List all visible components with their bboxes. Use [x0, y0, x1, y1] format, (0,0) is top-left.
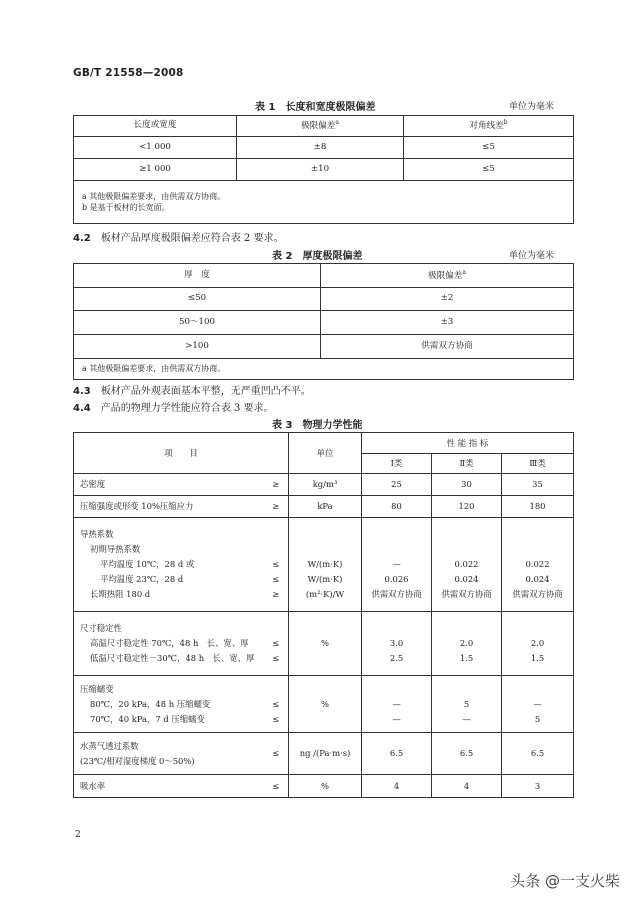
table-cell: <1 000 — [74, 137, 237, 159]
row-unit: % — [289, 676, 362, 733]
table-cell: — — — [362, 676, 432, 733]
table-row — [74, 137, 574, 159]
row-label-thermal-conductivity: 导热系数 初期导热系数 平均温度 10℃，28 d 或 平均温度 23℃，28 d 长期热阻 180 d — [74, 518, 264, 612]
table-cell: 25 — [362, 474, 432, 496]
row-label-compressive-strength: 压缩强度或形变 10%压缩应力 — [74, 496, 264, 518]
paragraph-4-3: 4.3 板材产品外观表面基本平整，无严重凹凸不平。 — [73, 386, 311, 397]
paragraph-4-4: 4.4 产品的物理力学性能应符合表 3 要求。 — [73, 403, 274, 414]
row-label-water-vapour-permeability: 水蒸气透过系数 (23℃/相对湿度梯度 0～50%) — [74, 733, 264, 775]
table-cell: 0.022 0.024 供需双方协商 — [502, 518, 574, 612]
table-row — [74, 733, 574, 775]
table-row — [74, 518, 574, 612]
row-unit: W/(m·K) W/(m·K) (m²·K)/W — [289, 518, 362, 612]
table2-header-deviation: 极限偏差$^a$ — [321, 264, 574, 288]
table1 — [73, 115, 574, 224]
table3-caption: 表 3 物理力学性能 — [272, 420, 363, 431]
table-cell: 120 — [432, 496, 502, 518]
table-cell: ≤5 — [404, 137, 574, 159]
table-cell: ≥1 000 — [74, 159, 237, 181]
row-symbol: ≥ — [264, 474, 289, 496]
table1-header-diagonal: 对角线差$^b$ — [404, 116, 574, 137]
table1-footnote-a: a 其他极限偏差要求，由供需双方协商。 — [82, 191, 226, 201]
table-cell: 180 — [502, 496, 574, 518]
table-cell: ±2 — [321, 288, 574, 311]
table-cell: 35 — [502, 474, 574, 496]
table1-header-deviation: 极限偏差$^a$ — [237, 116, 404, 137]
table-cell: 6.5 — [362, 733, 432, 775]
table-cell: >100 — [74, 335, 321, 359]
row-label-water-absorption: 吸水率 — [74, 775, 264, 798]
table-cell: 50～100 — [74, 311, 321, 335]
paragraph-4-2: 4.2 板材产品厚度极限偏差应符合表 2 要求。 — [73, 233, 284, 244]
table-cell: 80 — [362, 496, 432, 518]
row-label-core-density: 芯密度 — [74, 474, 264, 496]
table3-header-class3: Ⅲ类 — [502, 454, 574, 474]
watermark: 头条 @一支火柴 — [510, 872, 620, 890]
table-cell: ±3 — [321, 311, 574, 335]
table-row — [74, 496, 574, 518]
table2-unit: 单位为毫米 — [509, 251, 555, 261]
table-cell: — 0.026 供需双方协商 — [362, 518, 432, 612]
table-cell: 30 — [432, 474, 502, 496]
table-row — [74, 775, 574, 798]
page-number: 2 — [75, 830, 81, 840]
table3-header-performance: 性 能 指 标 — [362, 433, 574, 454]
table-cell: 3.0 2.5 — [362, 612, 432, 676]
table3-header-class2: Ⅱ类 — [432, 454, 502, 474]
table-row — [74, 159, 574, 181]
table-row — [74, 335, 574, 359]
table-cell: 5 — — [432, 676, 502, 733]
table-row — [74, 676, 574, 733]
standard-number: GB/T 21558—2008 — [73, 67, 184, 79]
table-row — [74, 288, 574, 311]
table3 — [73, 432, 574, 798]
table2-footnote: a 其他极限偏差要求，由供需双方协商。 — [74, 359, 574, 380]
table3-header-unit: 单位 — [289, 433, 362, 474]
table-cell: 2.0 1.5 — [432, 612, 502, 676]
table2 — [73, 263, 574, 380]
row-symbol: ≤ ≤ — [264, 676, 289, 733]
table-cell: 6.5 — [432, 733, 502, 775]
row-unit: % — [289, 775, 362, 798]
table1-footnotes — [74, 181, 574, 224]
row-symbol: ≥ — [264, 496, 289, 518]
table1-header-length: 长度或宽度 — [74, 116, 237, 137]
table2-header-thickness: 厚 度 — [74, 264, 321, 288]
row-unit: kg/m³ — [289, 474, 362, 496]
table-cell: 供需双方协商 — [321, 335, 574, 359]
table-cell: ±10 — [237, 159, 404, 181]
table-row — [74, 474, 574, 496]
table-cell: 4 — [362, 775, 432, 798]
row-unit: ng /(Pa·m·s) — [289, 733, 362, 775]
table3-header-class1: Ⅰ类 — [362, 454, 432, 474]
table3-header-item: 项 目 — [74, 433, 289, 474]
row-unit: kPa — [289, 496, 362, 518]
row-unit: % — [289, 612, 362, 676]
table-row — [74, 311, 574, 335]
row-symbol: ≤ ≤ — [264, 612, 289, 676]
table-cell: ≤50 — [74, 288, 321, 311]
table-cell: 4 — [432, 775, 502, 798]
table-cell: 3 — [502, 775, 574, 798]
table-cell: 6.5 — [502, 733, 574, 775]
table1-footnote-b: b 是基于板材的长宽面。 — [82, 203, 170, 212]
row-symbol: ≤ ≤ ≥ — [264, 518, 289, 612]
table2-caption: 表 2 厚度极限偏差 — [272, 251, 363, 262]
table-cell: ≤5 — [404, 159, 574, 181]
table-row — [74, 612, 574, 676]
row-symbol: ≤ — [264, 775, 289, 798]
table-cell: — 5 — [502, 676, 574, 733]
table-cell: 0.022 0.024 供需双方协商 — [432, 518, 502, 612]
table-cell: 2.0 1.5 — [502, 612, 574, 676]
table1-unit: 单位为毫米 — [509, 102, 555, 112]
row-symbol: ≤ — [264, 733, 289, 775]
table1-caption: 表 1 长度和宽度极限偏差 — [255, 102, 376, 113]
row-label-dimensional-stability: 尺寸稳定性 高温尺寸稳定性 70℃，48 h 长、宽、厚 低温尺寸稳定性－30℃，48 h 长、宽、厚 — [74, 612, 264, 676]
row-label-compressive-creep: 压缩蠕变 80℃，20 kPa，48 h 压缩蠕变 70℃，40 kPa，7 d 压缩蠕变 — [74, 676, 264, 733]
table-cell: ±8 — [237, 137, 404, 159]
